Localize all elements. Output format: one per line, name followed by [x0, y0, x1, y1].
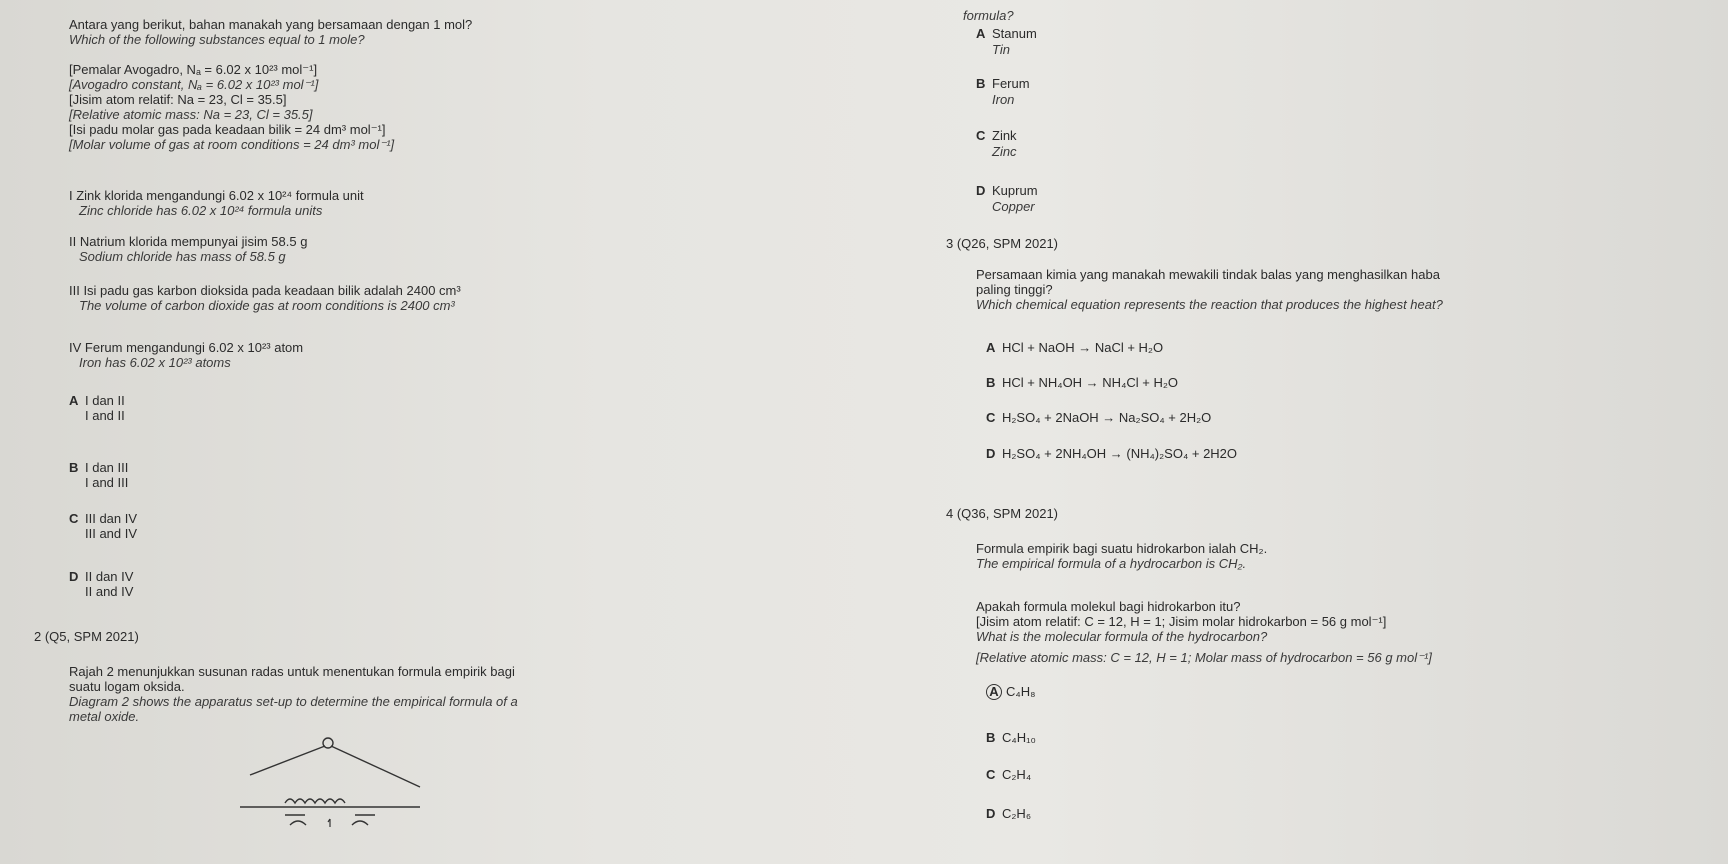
q4-text-ms-1: Formula empirik bagi suatu hidrokarbon ialah CH₂. [976, 541, 1268, 556]
q1-stem-en: Which of the following substances equal to 1 mole? [69, 32, 365, 47]
q1-option-a[interactable]: A I dan II [69, 393, 125, 408]
metal-option-d-en: Copper [992, 199, 1035, 214]
q1-ram-ms: [Jisim atom relatif: Na = 23, Cl = 35.5] [69, 92, 287, 107]
q1-ram-en: [Relative atomic mass: Na = 23, Cl = 35.5] [69, 107, 313, 122]
metal-option-c[interactable]: C Zink [976, 128, 1017, 143]
q2-text-ms-2: suatu logam oksida. [69, 679, 185, 694]
q3-header: 3 (Q26, SPM 2021) [946, 236, 1058, 251]
q1-avogadro-en: [Avogadro constant, Nₐ = 6.02 x 10²³ mol⁻¹] [69, 77, 319, 92]
q-top-cut: formula? [963, 8, 1014, 23]
q4-text-ms-2: Apakah formula molekul bagi hidrokarbon itu? [976, 599, 1241, 614]
metal-option-c-en: Zinc [992, 144, 1017, 159]
q1-statement-1-ms: I Zink klorida mengandungi 6.02 x 10²⁴ formula unit [69, 188, 364, 203]
q1-option-c-en: III and IV [85, 526, 138, 541]
metal-option-b-en: Iron [992, 92, 1015, 107]
q3-option-a[interactable]: A HCl + NaOH → NaCl + H₂O [986, 340, 1164, 355]
q4-option-b[interactable]: B C₄H₁₀ [986, 730, 1036, 745]
q3-option-b[interactable]: B HCl + NH₄OH → NH₄Cl + H₂O [986, 375, 1179, 390]
q1-stem-ms: Antara yang berikut, bahan manakah yang bersamaan dengan 1 mol? [69, 17, 473, 32]
q1-option-d-en: II and IV [85, 584, 134, 599]
q1-option-b[interactable]: B I dan III [69, 460, 129, 475]
metal-option-a-en: Tin [992, 42, 1010, 57]
q4-option-a[interactable]: A C₄H₈ [986, 684, 1035, 700]
q3-text-ms-1: Persamaan kimia yang manakah mewakili tindak balas yang menghasilkan haba [976, 267, 1440, 282]
q1-statement-4-ms: IV Ferum mengandungi 6.02 x 10²³ atom [69, 340, 304, 355]
q3-option-d[interactable]: D H₂SO₄ + 2NH₄OH → (NH₄)₂SO₄ + 2H2O [986, 446, 1238, 461]
q4-text-en-2: What is the molecular formula of the hydrocarbon? [976, 629, 1268, 644]
q4-text-en-3: [Relative atomic mass: C = 12, H = 1; Molar mass of hydrocarbon = 56 g mol⁻¹] [976, 650, 1432, 665]
q3-option-c[interactable]: C H₂SO₄ + 2NaOH → Na₂SO₄ + 2H₂O [986, 410, 1212, 425]
q1-option-d[interactable]: D II dan IV [69, 569, 134, 584]
q2-text-en-1: Diagram 2 shows the apparatus set-up to determine the empirical formula of a [69, 694, 518, 709]
q4-text-ms-3: [Jisim atom relatif: C = 12, H = 1; Jisim molar hidrokarbon = 56 g mol⁻¹] [976, 614, 1387, 629]
q1-statement-2-en: Sodium chloride has mass of 58.5 g [79, 249, 286, 264]
q3-text-ms-2: paling tinggi? [976, 282, 1053, 297]
q1-statement-3-en: The volume of carbon dioxide gas at room conditions is 2400 cm³ [79, 298, 455, 313]
apparatus-diagram [230, 735, 430, 864]
q1-statement-2-ms: II Natrium klorida mempunyai jisim 58.5 g [69, 234, 308, 249]
q1-statement-3-ms: III Isi padu gas karbon dioksida pada keadaan bilik adalah 2400 cm³ [69, 283, 461, 298]
q2-text-ms-1: Rajah 2 menunjukkan susunan radas untuk menentukan formula empirik bagi [69, 664, 515, 679]
metal-option-b[interactable]: B Ferum [976, 76, 1030, 91]
q1-avogadro-ms: [Pemalar Avogadro, Nₐ = 6.02 x 10²³ mol⁻¹] [69, 62, 318, 77]
q4-header: 4 (Q36, SPM 2021) [946, 506, 1058, 521]
q2-header: 2 (Q5, SPM 2021) [34, 629, 139, 644]
q4-text-en-1: The empirical formula of a hydrocarbon is CH₂. [976, 556, 1247, 571]
q2-text-en-2: metal oxide. [69, 709, 140, 724]
metal-option-d[interactable]: D Kuprum [976, 183, 1038, 198]
q1-statement-1-en: Zinc chloride has 6.02 x 10²⁴ formula units [79, 203, 323, 218]
q3-text-en: Which chemical equation represents the reaction that produces the highest heat? [976, 297, 1443, 312]
q1-molar-volume-ms: [Isi padu molar gas pada keadaan bilik = 24 dm³ mol⁻¹] [69, 122, 386, 137]
q1-molar-volume-en: [Molar volume of gas at room conditions = 24 dm³ mol⁻¹] [69, 137, 395, 152]
q4-option-c[interactable]: C C₂H₄ [986, 767, 1032, 782]
q1-option-c[interactable]: C III dan IV [69, 511, 138, 526]
q4-option-d[interactable]: D C₂H₆ [986, 806, 1032, 821]
metal-option-a[interactable]: A Stanum [976, 26, 1037, 41]
q1-option-b-en: I and III [85, 475, 129, 490]
q1-statement-4-en: Iron has 6.02 x 10²³ atoms [79, 355, 231, 370]
q1-option-a-en: I and II [85, 408, 125, 423]
